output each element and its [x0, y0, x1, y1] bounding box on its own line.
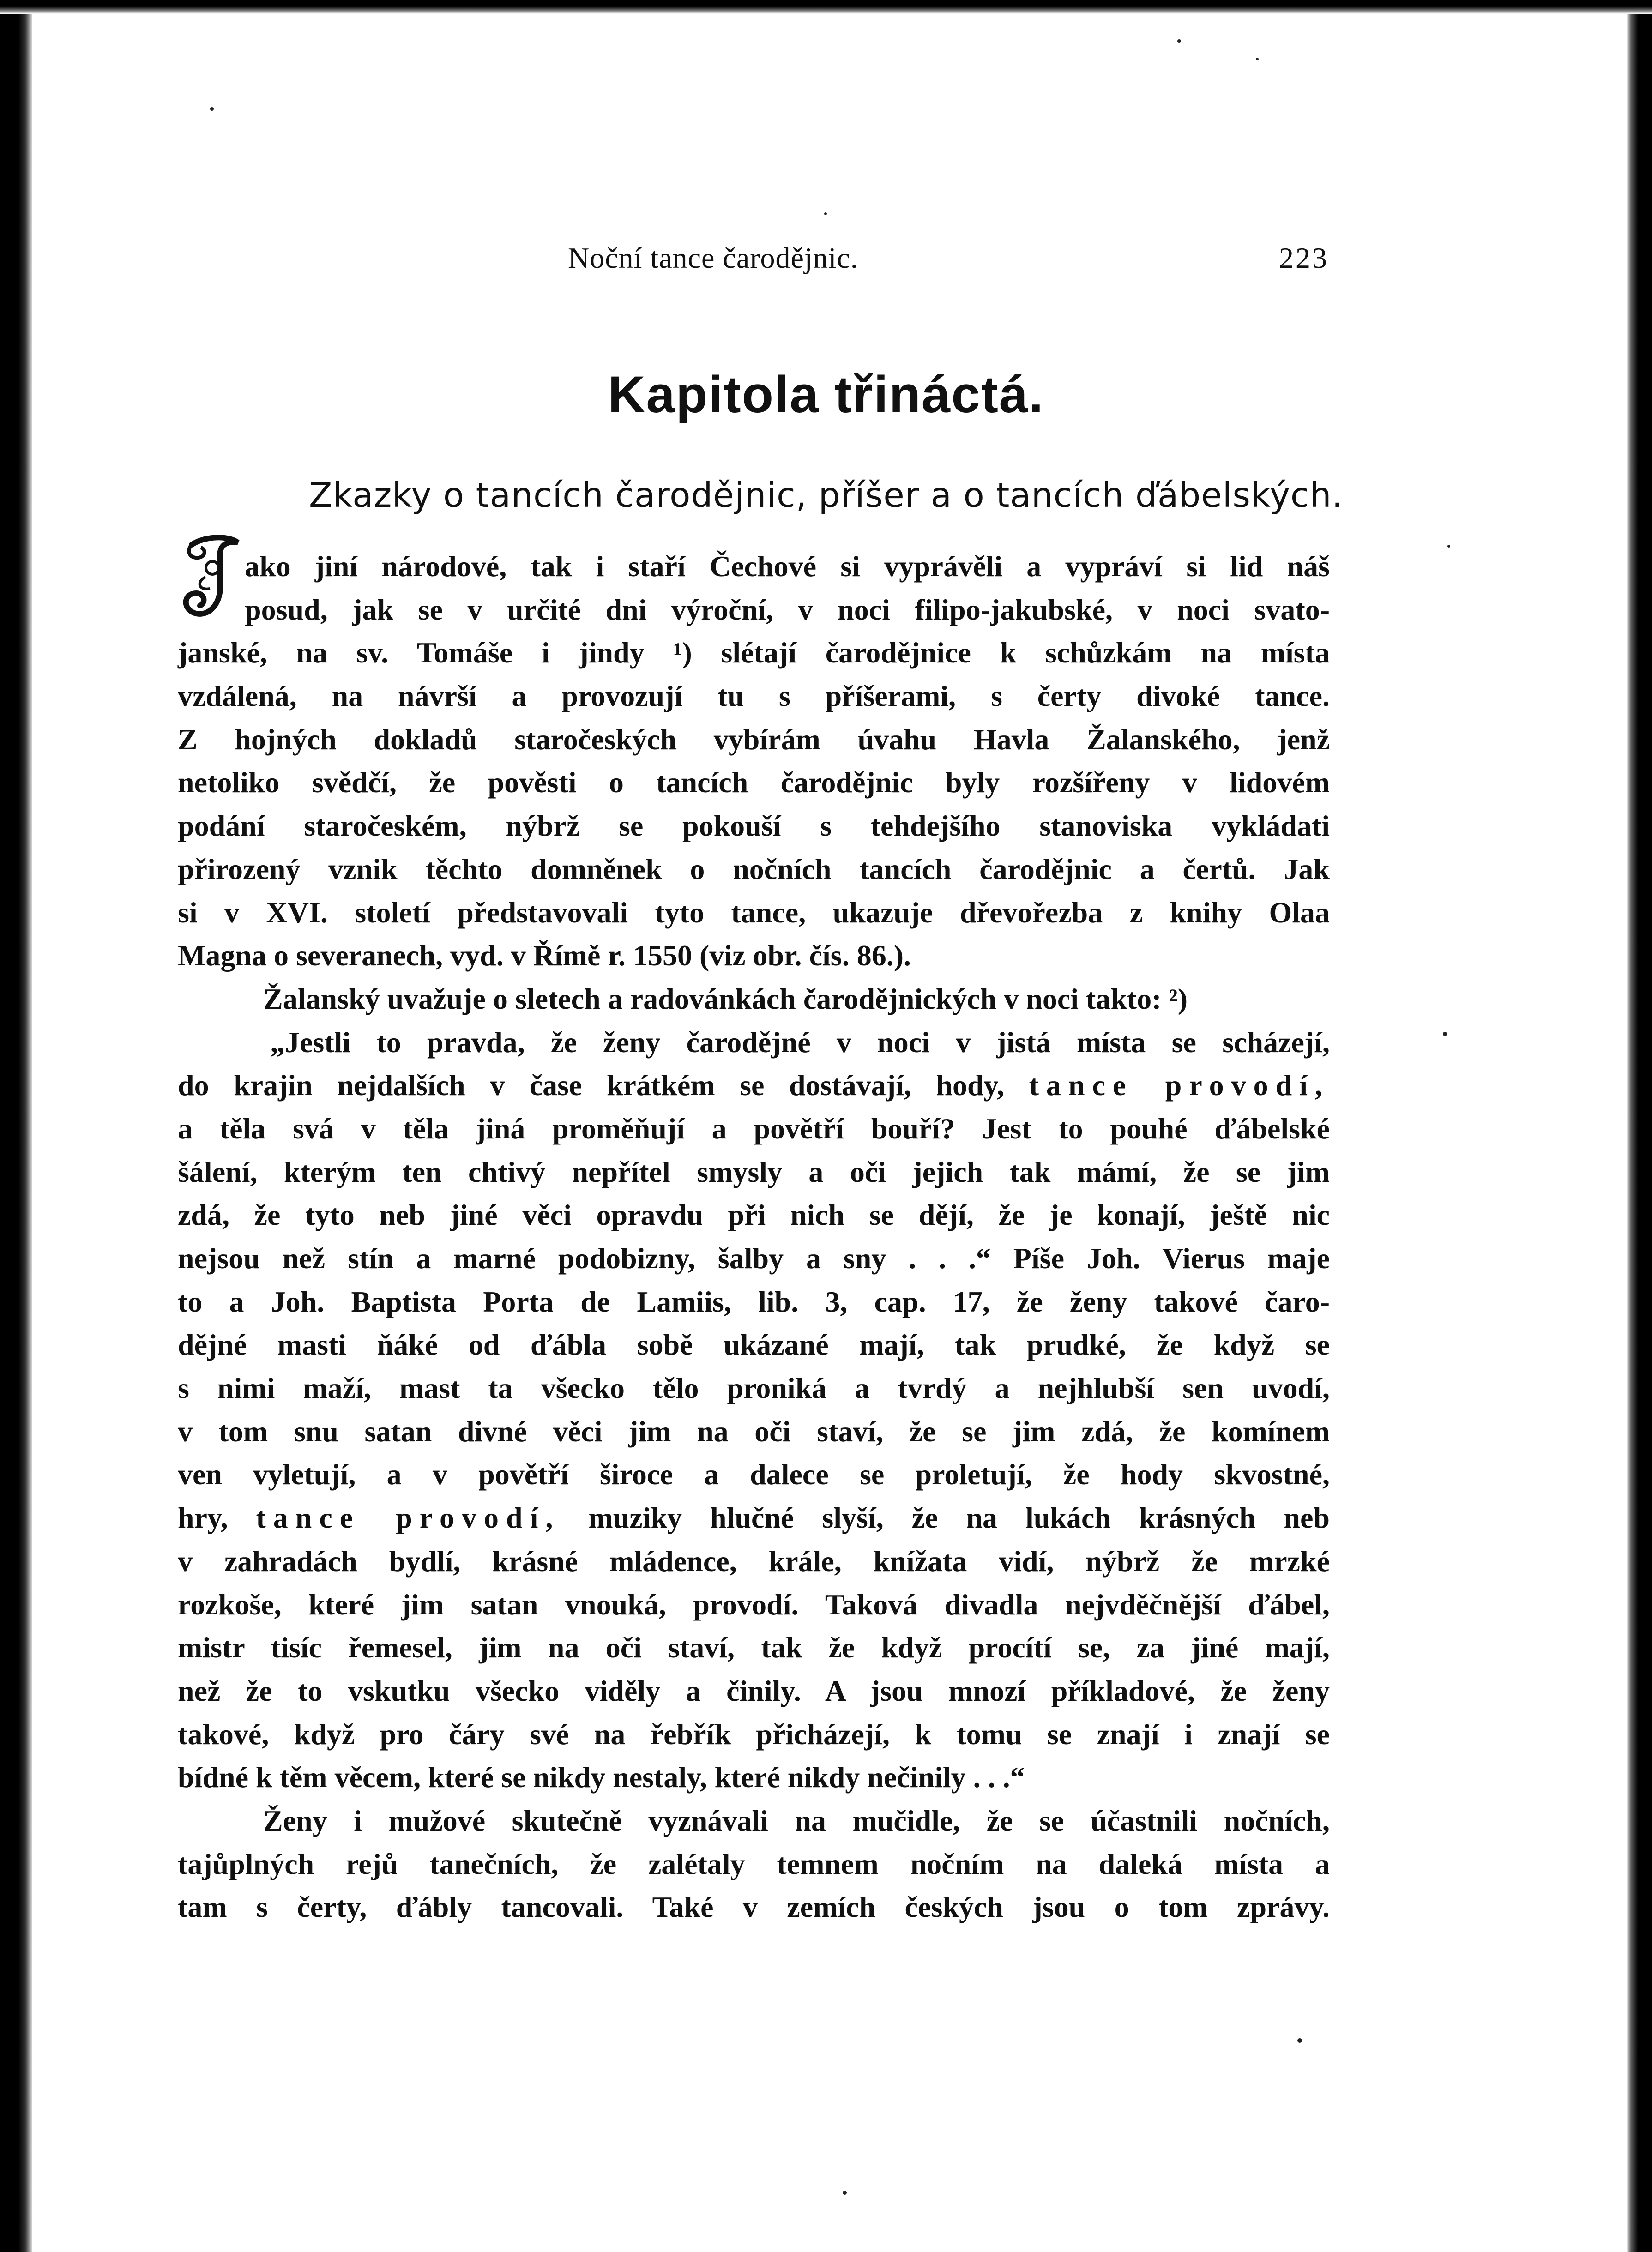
text-line: vzdálená, na návrší a provozují tu s příšerami, s čerty divoké tance.	[178, 680, 1330, 713]
text-segment: hry,	[178, 1501, 228, 1535]
text-segment: muziky hlučné slyší, že na lukách krásných neb	[588, 1501, 1330, 1535]
text-line: dějné masti ňáké od ďábla sobě ukázané mají, tak prudké, že když se	[178, 1328, 1330, 1361]
text-line: „Jestli to pravda, že ženy čarodějné v noci v jistá místa se scházejí,	[270, 1025, 1330, 1059]
scan-speck	[210, 107, 214, 111]
scan-right-edge	[1627, 0, 1652, 2252]
page-number: 223	[1279, 241, 1329, 274]
text-line: ven vyletují, a v povětří široce a dalece se proletují, že hody skvostné,	[178, 1458, 1330, 1491]
text-line: rozkoše, které jim satan vnouká, provodí. Taková divadla nejvděčnější ďábel,	[178, 1588, 1330, 1621]
chapter-subtitle: Zkazky o tancích čarodějnic, příšer a o tancích ďábelských.	[308, 476, 1344, 515]
text-line: posud, jak se v určité dni výroční, v noci filipo-jakubské, v noci svato-	[245, 593, 1330, 626]
text-line: podání staročeském, nýbrž se pokouší s tehdejšího stanoviska vykládati	[178, 809, 1330, 843]
text-segment: do krajin nejdalších v čase krátkém se dostávají, hody,	[178, 1069, 1005, 1102]
body-text	[178, 545, 1330, 1929]
text-line: tajůplných rejů tanečních, že zalétaly temnem nočním na daleká místa a	[178, 1847, 1330, 1880]
text-line: Žalanský uvažuje o sletech a radovánkách čarodějnických v noci takto: ²)	[263, 982, 1188, 1015]
scan-speck	[1447, 545, 1450, 548]
text-line: janské, na sv. Tomáše i jindy ¹) slétají čarodějnice k schůzkám na místa	[178, 636, 1330, 669]
text-line: mistr tisíc řemesel, jim na oči staví, tak že když procítí se, za jiné mají,	[178, 1631, 1330, 1664]
scan-speck	[1443, 1032, 1447, 1036]
text-line: Z hojných dokladů staročeských vybírám úvahu Havla Žalanského, jenž	[178, 723, 1330, 756]
text-line: nejsou než stín a marné podobizny, šalby a sny . . .“ Píše Joh. Vierus maje	[178, 1242, 1330, 1275]
text-line: šálení, kterým ten chtivý nepřítel smysly a oči jejich tak mámí, že se jim	[178, 1155, 1330, 1188]
spaced-emphasis: tance provodí,	[1029, 1069, 1330, 1102]
scan-left-edge	[0, 0, 32, 2252]
running-title: Noční tance čarodějnic.	[568, 241, 858, 274]
text-line	[178, 1064, 1330, 1107]
scan-speck	[824, 212, 827, 215]
text-line	[178, 1496, 1330, 1540]
text-line: přirozený vznik těchto domněnek o nočních tancích čarodějnic a čertů. Jak	[178, 852, 1330, 885]
scan-speck	[843, 2191, 847, 2195]
text-line: to a Joh. Baptista Porta de Lamiis, lib. 3, cap. 17, že ženy takové čaro-	[178, 1285, 1330, 1318]
text-line: Ženy i mužové skutečně vyznávali na mučidle, že se účastnili nočních,	[263, 1804, 1330, 1837]
text-line: tam s čerty, ďábly tancovali. Také v zemích českých jsou o tom zprávy.	[178, 1891, 1330, 1924]
scan-speck	[1256, 58, 1259, 60]
text-line: bídné k těm věcem, které se nikdy nestaly, které nikdy nečinily . . .“	[178, 1761, 1025, 1794]
scan-speck	[1177, 39, 1181, 43]
scan-top-edge	[0, 0, 1652, 14]
text-line: a těla svá v těla jiná proměňují a povětří bouří? Jest to pouhé ďábelské	[178, 1112, 1330, 1145]
scan-speck	[1297, 2038, 1302, 2043]
text-line: netoliko svědčí, že pověsti o tancích čarodějnic byly rozšířeny v lidovém	[178, 766, 1330, 799]
text-line: zdá, že tyto neb jiné věci opravdu při nich se dějí, že je konají, ještě nic	[178, 1198, 1330, 1232]
text-line: než že to vskutku všecko viděly a činily. A jsou mnozí příkladové, že ženy	[178, 1674, 1330, 1707]
text-line: ako jiní národové, tak i staří Čechové si vyprávěli a vypráví si lid náš	[245, 550, 1330, 583]
text-line: v zahradách bydlí, krásné mládence, krále, knížata vidí, nýbrž že mrzké	[178, 1544, 1330, 1578]
text-line: v tom snu satan divné věci jim na oči staví, že se jim zdá, že komínem	[178, 1415, 1330, 1448]
text-line: Magna o severanech, vyd. v Římě r. 1550 (viz obr. čís. 86.).	[178, 939, 911, 972]
text-line: si v XVI. století představovali tyto tance, ukazuje dřevořezba z knihy Olaa	[178, 896, 1330, 929]
chapter-title: Kapitola třináctá.	[608, 366, 1044, 423]
text-line: s nimi maží, mast ta všecko tělo proniká a tvrdý a nejhlubší sen uvodí,	[178, 1372, 1330, 1405]
text-line: takové, když pro čáry své na řebřík přicházejí, k tomu se znají i znají se	[178, 1717, 1330, 1751]
spaced-emphasis: tance provodí,	[256, 1501, 561, 1535]
